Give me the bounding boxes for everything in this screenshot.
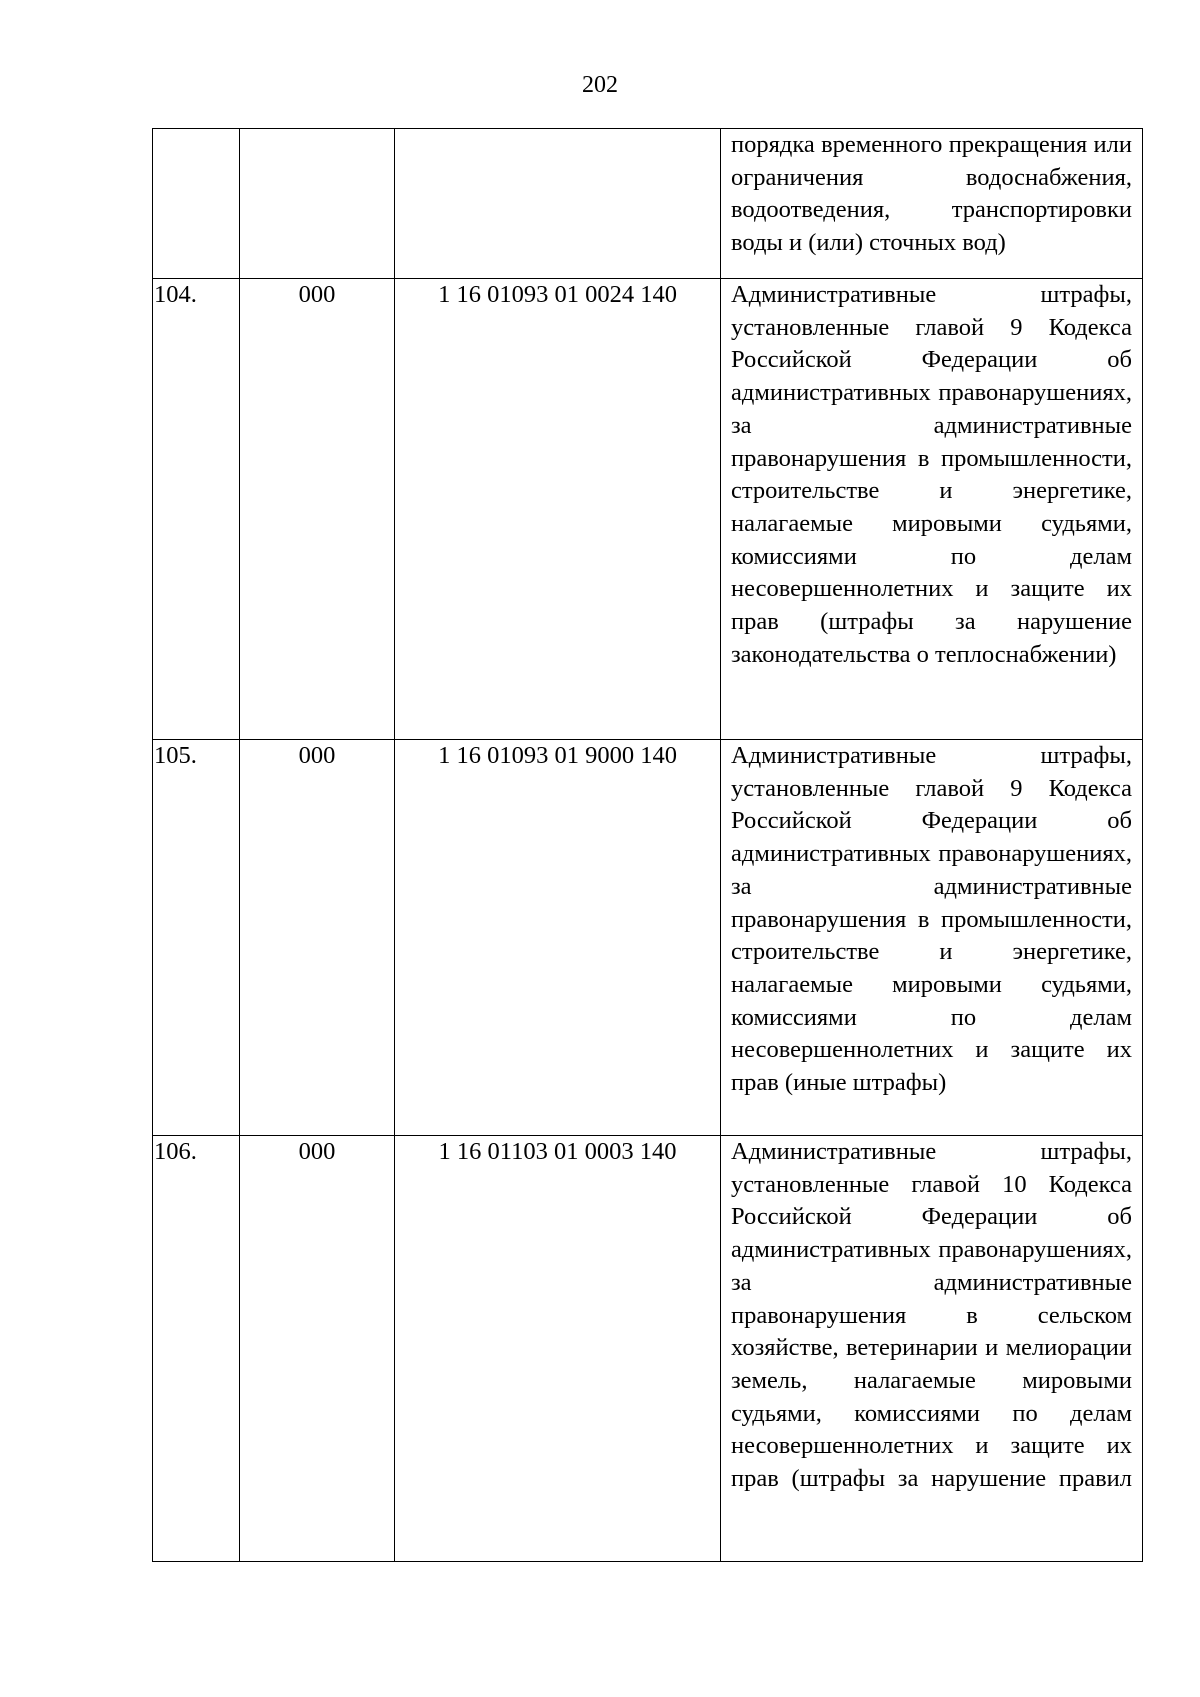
description-cell: порядка временного прекращения или ограничения водоснабжения, водоотведения, транспортировки воды и (или) сточных вод) — [721, 129, 1143, 279]
row-number-cell: 104. — [153, 279, 240, 740]
admin-code-cell: 000 — [240, 1136, 395, 1562]
description-cell: Административные штрафы, установленные главой 9 Кодекса Российской Федерации об административных правонарушениях, за административные правонарушения в промышленности, строительстве и энергетике, налагаемые мировыми судьями, комиссиями по делам несовершеннолетних и защите их прав (иные штрафы) — [721, 740, 1143, 1136]
budget-code-cell — [395, 129, 721, 279]
table-row — [153, 279, 1143, 740]
description-cell: Административные штрафы, установленные главой 9 Кодекса Российской Федерации об административных правонарушениях, за административные правонарушения в промышленности, строительстве и энергетике, налагаемые мировыми судьями, комиссиями по делам несовершеннолетних и защите их прав (штрафы за нарушение законодательства о теплоснабжении) — [721, 279, 1143, 740]
row-number-cell: 105. — [153, 740, 240, 1136]
admin-code-cell: 000 — [240, 279, 395, 740]
row-number-cell — [153, 129, 240, 279]
table-row — [153, 1136, 1143, 1562]
budget-code-cell: 1 16 01093 01 0024 140 — [395, 279, 721, 740]
table-row — [153, 740, 1143, 1136]
description-cell: Административные штрафы, установленные главой 10 Кодекса Российской Федерации об административных правонарушениях, за административные правонарушения в сельском хозяйстве, ветеринарии и мелиорации земель, налагаемые мировыми судьями, комиссиями по делам несовершеннолетних и защите их прав (штрафы за нарушение правил — [721, 1136, 1143, 1562]
table-row — [153, 129, 1143, 279]
page-number: 202 — [582, 72, 618, 98]
budget-codes-table — [152, 128, 1143, 1562]
budget-code-cell: 1 16 01103 01 0003 140 — [395, 1136, 721, 1562]
admin-code-cell — [240, 129, 395, 279]
row-number-cell: 106. — [153, 1136, 240, 1562]
budget-code-cell: 1 16 01093 01 9000 140 — [395, 740, 721, 1136]
admin-code-cell: 000 — [240, 740, 395, 1136]
